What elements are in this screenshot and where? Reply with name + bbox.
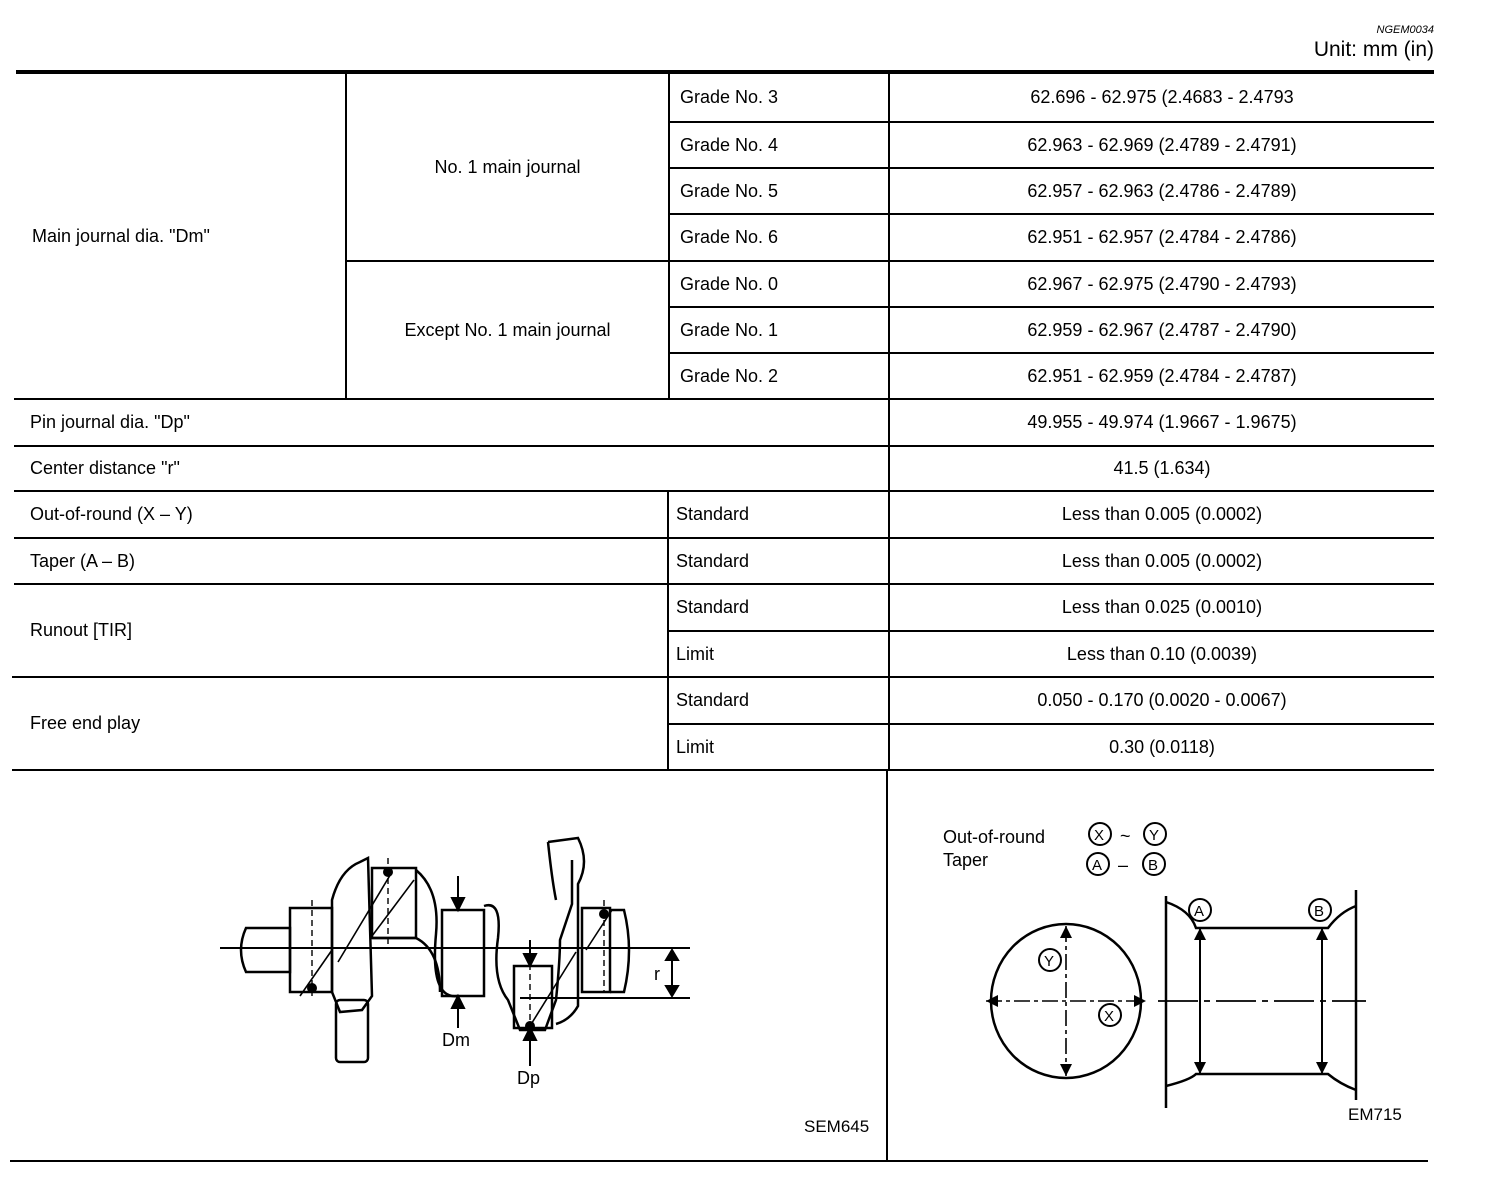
end-play-sub: Limit bbox=[676, 736, 715, 757]
center-distance-value: 41.5 (1.634) bbox=[1113, 458, 1211, 478]
a-letter: A bbox=[1092, 857, 1103, 874]
grade-label: Grade No. 6 bbox=[680, 227, 779, 247]
taper-sub: Standard bbox=[676, 550, 750, 571]
taper-value: Less than 0.005 (0.0002) bbox=[1061, 550, 1263, 571]
grade-label: Grade No. 1 bbox=[680, 319, 779, 340]
center-distance-label: Center distance "r" bbox=[30, 458, 180, 478]
end-play-value: 0.050 - 0.170 (0.0020 - 0.0067) bbox=[1037, 690, 1287, 710]
journal-cross-section bbox=[986, 924, 1146, 1078]
out-of-round-value: Less than 0.005 (0.0002) bbox=[1061, 504, 1263, 524]
end-play-label: Free end play bbox=[30, 713, 141, 733]
unit-label: Unit: mm (in) bbox=[1313, 38, 1434, 61]
runout-label: Runout [TIR] bbox=[30, 620, 133, 640]
grade-value: 62.959 - 62.967 (2.4787 - 2.4790) bbox=[1027, 319, 1297, 340]
grade-value: 62.951 - 62.959 (2.4784 - 2.4787) bbox=[1027, 365, 1297, 386]
runout-sub: Limit bbox=[676, 643, 715, 664]
b-point-letter: B bbox=[1314, 903, 1325, 920]
grade-label: Grade No. 0 bbox=[680, 273, 779, 294]
dm-label: Dm bbox=[442, 1030, 470, 1050]
tilde-sign: ~ bbox=[1120, 826, 1131, 846]
runout-sub: Standard bbox=[676, 597, 750, 617]
y-letter: Y bbox=[1149, 827, 1160, 844]
group1-label: No. 1 main journal bbox=[434, 156, 581, 177]
group2-label: Except No. 1 main journal bbox=[404, 319, 611, 340]
taper-legend: Taper bbox=[943, 850, 989, 870]
r-label: r bbox=[654, 964, 660, 984]
r-dimension bbox=[666, 950, 678, 996]
pin-journal-value: 49.955 - 49.974 (1.9667 - 1.9675) bbox=[1027, 412, 1297, 432]
dm-dimension bbox=[452, 876, 464, 1028]
grade-label: Grade No. 2 bbox=[680, 365, 779, 386]
journal-side-view bbox=[1158, 890, 1366, 1108]
grade-label: Grade No. 3 bbox=[680, 87, 779, 107]
end-play-value: 0.30 (0.0118) bbox=[1109, 736, 1215, 757]
grade-value: 62.951 - 62.957 (2.4784 - 2.4786) bbox=[1027, 227, 1297, 247]
dp-dimension bbox=[524, 940, 536, 1066]
document-code: NGEM0034 bbox=[1376, 24, 1434, 36]
figure-code-left: SEM645 bbox=[804, 1117, 870, 1136]
y-axis-letter: Y bbox=[1044, 953, 1055, 970]
a-point-letter: A bbox=[1194, 903, 1205, 920]
grade-value: 62.963 - 62.969 (2.4789 - 2.4791) bbox=[1027, 134, 1297, 155]
dash-sign: – bbox=[1118, 855, 1129, 875]
dp-label: Dp bbox=[517, 1068, 541, 1088]
main-journal-label: Main journal dia. "Dm" bbox=[32, 225, 210, 246]
b-letter: B bbox=[1148, 857, 1159, 874]
figure-code-right: EM715 bbox=[1348, 1105, 1402, 1124]
runout-value: Less than 0.025 (0.0010) bbox=[1061, 597, 1263, 617]
crankshaft-figure bbox=[220, 838, 690, 1062]
grade-label: Grade No. 4 bbox=[680, 134, 779, 155]
grade-value: 62.957 - 62.963 (2.4786 - 2.4789) bbox=[1027, 180, 1297, 201]
runout-value: Less than 0.10 (0.0039) bbox=[1066, 643, 1258, 664]
end-play-sub: Standard bbox=[676, 690, 750, 710]
x-axis-letter: X bbox=[1104, 1008, 1115, 1025]
out-of-round-legend: Out-of-round bbox=[943, 827, 1046, 847]
out-of-round-label: Out-of-round (X – Y) bbox=[30, 504, 193, 524]
pin-journal-label: Pin journal dia. "Dp" bbox=[30, 412, 190, 432]
out-of-round-sub: Standard bbox=[676, 504, 750, 524]
grade-value: 62.696 - 62.975 (2.4683 - 2.4793 bbox=[1030, 87, 1294, 107]
grade-label: Grade No. 5 bbox=[680, 180, 779, 201]
grade-value: 62.967 - 62.975 (2.4790 - 2.4793) bbox=[1027, 273, 1297, 294]
x-letter: X bbox=[1094, 827, 1105, 844]
taper-label: Taper (A – B) bbox=[30, 550, 136, 571]
